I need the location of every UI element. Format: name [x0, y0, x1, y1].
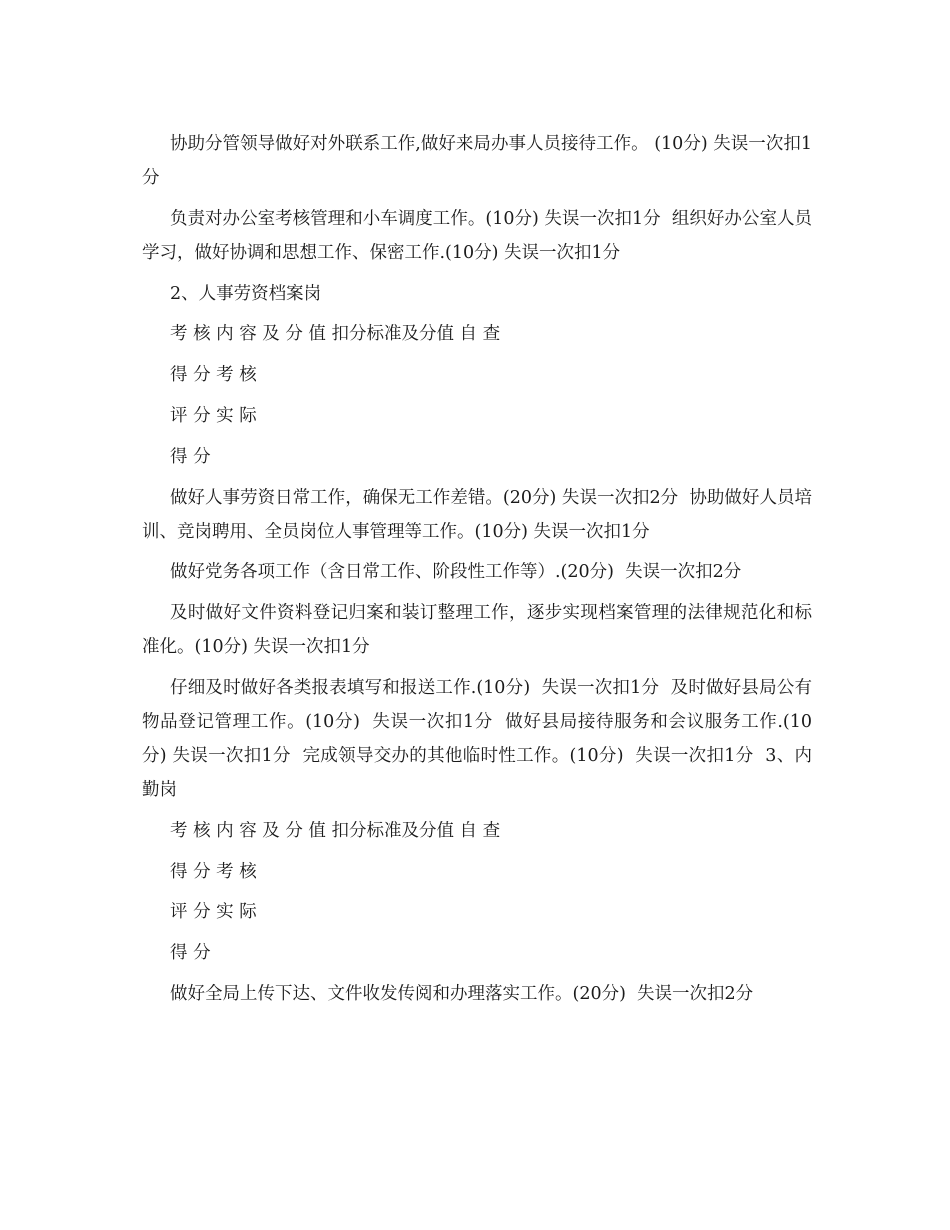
table-header-line: 评 分 实 际: [170, 405, 257, 426]
document-body: [142, 127, 812, 1018]
paragraph: 做好人事劳资日常工作，确保无工作差错。(20分) 失误一次扣2分 协助做好人员培训、竞岗聘用、全员岗位人事管理等工作。(10分) 失误一次扣1分: [142, 487, 812, 542]
paragraph: 负责对办公室考核管理和小车调度工作。(10分) 失误一次扣1分 组织好办公室人员学习，做好协调和思想工作、保密工作.(10分) 失误一次扣1分: [142, 208, 812, 263]
section-heading: 2、人事劳资档案岗: [170, 283, 322, 304]
table-header-line: 评 分 实 际: [170, 902, 257, 923]
table-header-line: 得 分 考 核: [170, 365, 257, 386]
paragraph: 仔细及时做好各类报表填写和报送工作.(10分) 失误一次扣1分 及时做好县局公有物品登记管理工作。(10分) 失误一次扣1分 做好县局接待服务和会议服务工作.(10分) 失误一次扣1分 完成领导交办的其他临时性工作。(10分) 失误一次扣1分 3、内勤岗: [142, 677, 812, 800]
paragraph: 做好党务各项工作（含日常工作、阶段性工作等）.(20分) 失误一次扣2分: [170, 562, 742, 583]
paragraph: 协助分管领导做好对外联系工作,做好来局办事人员接待工作。 (10分) 失误一次扣1分: [142, 134, 812, 188]
table-header-line: 考 核 内 容 及 分 值 扣分标准及分值 自 查: [170, 324, 501, 345]
table-header-line: 得 分: [170, 446, 211, 467]
table-header-line: 考 核 内 容 及 分 值 扣分标准及分值 自 查: [170, 820, 501, 841]
table-header-line: 得 分 考 核: [170, 861, 257, 882]
paragraph: 及时做好文件资料登记归案和装订整理工作，逐步实现档案管理的法律规范化和标准化。(10分) 失误一次扣1分: [142, 603, 812, 658]
paragraph: 做好全局上传下达、文件收发传阅和办理落实工作。(20分) 失误一次扣2分: [170, 983, 754, 1004]
table-header-line: 得 分: [170, 943, 211, 964]
